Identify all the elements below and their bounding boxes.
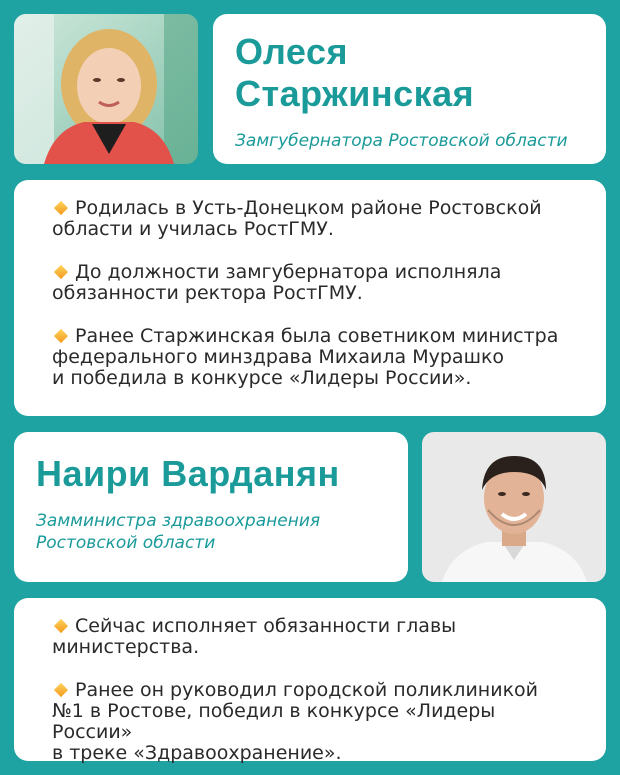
person1-fact-3: Ранее Старжинская была советником министра федерального минздрава Михаила Мурашко и победила в конкурсе «Лидеры России».: [52, 325, 559, 389]
diamond-bullet-icon: [54, 264, 68, 278]
person1-name-last: Старжинская: [235, 73, 475, 114]
diamond-bullet-icon: [54, 328, 68, 342]
person2-name-card: [14, 432, 408, 582]
person1-name-first: Олеся: [235, 31, 348, 72]
person2-photo: [422, 432, 606, 582]
person2-fact-1: Сейчас исполняет обязанности главы министерства.: [52, 615, 457, 658]
person2-role-line1: Замминистра здравоохранения: [36, 511, 321, 531]
person2-facts-card: [14, 598, 606, 764]
person2-name: Наири Варданян: [36, 453, 340, 494]
person1-name-card: [213, 14, 606, 164]
person1-fact-2: До должности замгубернатора исполняла обязанности ректора РостГМУ.: [52, 261, 502, 304]
person1-facts-card: [14, 180, 606, 416]
diamond-bullet-icon: [54, 200, 68, 214]
diamond-bullet-icon: [54, 682, 68, 696]
person2-fact-2: Ранее он руководил городской поликлиникой №1 в Ростове, победил в конкурсе «Лидеры России» в треке «Здравоохранение».: [52, 679, 539, 764]
person1-fact-1: Родилась в Усть-Донецком районе Ростовской области и училась РостГМУ.: [52, 197, 542, 240]
person2-role-line2: Ростовской области: [36, 533, 216, 553]
diamond-bullet-icon: [54, 618, 68, 632]
person1-photo: [14, 14, 198, 164]
person1-role: Замгубернатора Ростовской области: [235, 131, 568, 151]
